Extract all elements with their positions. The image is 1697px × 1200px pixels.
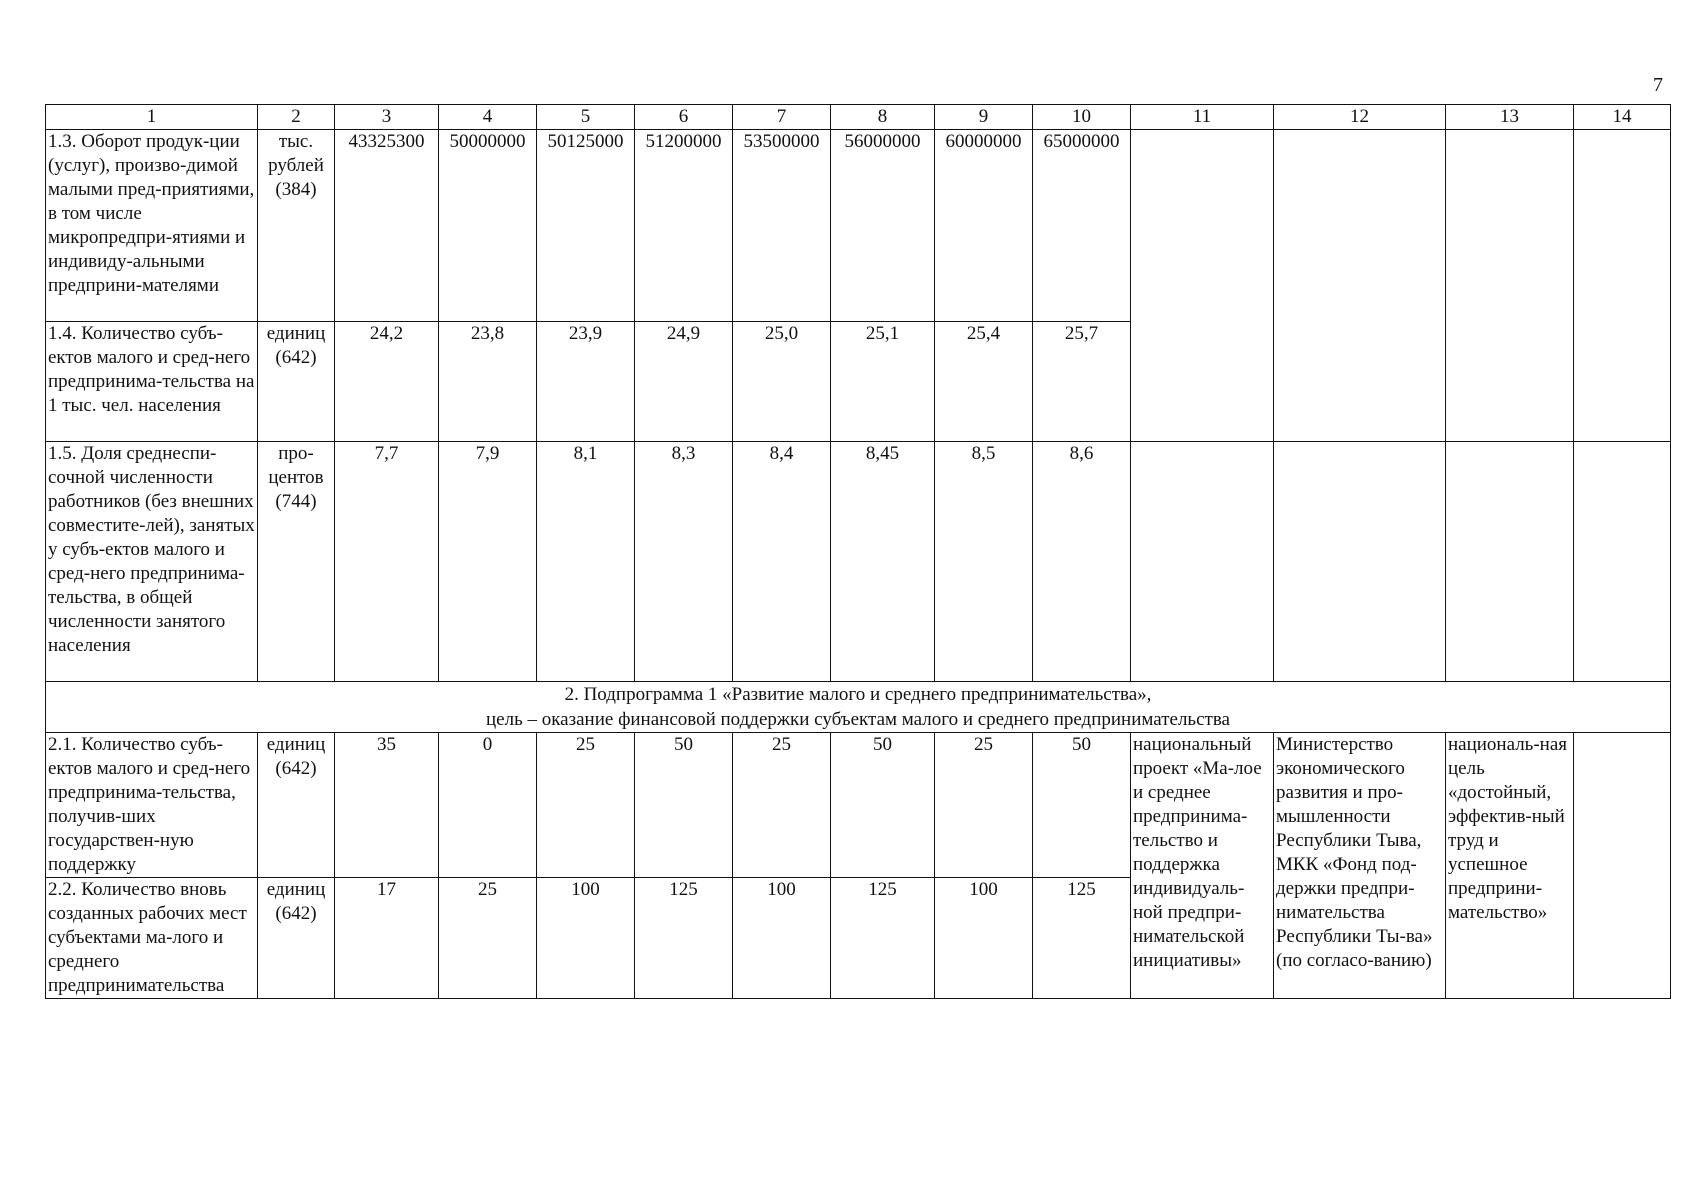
section-heading: [46, 682, 1671, 733]
table-row: [46, 733, 1671, 878]
header-cell: 5: [537, 105, 635, 130]
value-cell: 50: [1033, 733, 1131, 878]
header-cell: 3: [335, 105, 439, 130]
national-goal-cell: националь-ная цель «достойный, эффектив-ный труд и успешное предприни-мательство»: [1446, 733, 1574, 999]
value-cell: 23,8: [439, 322, 537, 442]
value-cell: 8,6: [1033, 442, 1131, 682]
value-cell: 56000000: [831, 130, 935, 322]
header-cell: 9: [935, 105, 1033, 130]
indicator-unit: про-центов (744): [258, 442, 335, 682]
page-number: 7: [1653, 74, 1663, 96]
value-cell: 24,2: [335, 322, 439, 442]
header-cell: 13: [1446, 105, 1574, 130]
indicator-name: 2.2. Количество вновь созданных рабочих мест субъектами ма-лого и среднего предпринимательства: [46, 878, 258, 999]
indicator-name: 1.5. Доля среднеспи-сочной численности работников (без внешних совместите-лей), занятых у субъ-ектов малого и сред-него предпринима-тельства, в общей численности занятого населения: [46, 442, 258, 682]
header-cell: 14: [1574, 105, 1671, 130]
project-cell: национальный проект «Ма-лое и среднее предпринима-тельство и поддержка индивидуаль-ной предпри-нимательской инициативы»: [1131, 733, 1274, 999]
table-row: [46, 442, 1671, 682]
section-heading-line: 2. Подпрограмма 1 «Развитие малого и среднего предпринимательства»,: [564, 684, 1152, 705]
header-cell: 11: [1131, 105, 1274, 130]
value-cell: 65000000: [1033, 130, 1131, 322]
header-cell: 10: [1033, 105, 1131, 130]
empty-cell: [1446, 442, 1574, 682]
value-cell: 125: [1033, 878, 1131, 999]
empty-cell: [1131, 442, 1274, 682]
value-cell: 7,9: [439, 442, 537, 682]
value-cell: 8,1: [537, 442, 635, 682]
indicators-table: [45, 104, 1671, 999]
value-cell: 0: [439, 733, 537, 878]
value-cell: 25,7: [1033, 322, 1131, 442]
value-cell: 50000000: [439, 130, 537, 322]
indicator-name: 2.1. Количество субъ-ектов малого и сред-него предпринима-тельства, получив-ших государствен-ную поддержку: [46, 733, 258, 878]
value-cell: 60000000: [935, 130, 1033, 322]
value-cell: 35: [335, 733, 439, 878]
header-cell: 2: [258, 105, 335, 130]
value-cell: 100: [537, 878, 635, 999]
value-cell: 125: [635, 878, 733, 999]
header-cell: 7: [733, 105, 831, 130]
empty-cell: [1446, 130, 1574, 442]
value-cell: 8,3: [635, 442, 733, 682]
section-heading-line: цель – оказание финансовой поддержки субъектам малого и среднего предпринимательства: [485, 709, 1230, 730]
empty-cell: [1274, 130, 1446, 442]
header-cell: 6: [635, 105, 733, 130]
empty-cell: [1274, 442, 1446, 682]
value-cell: 53500000: [733, 130, 831, 322]
indicator-unit: единиц (642): [258, 878, 335, 999]
value-cell: 7,7: [335, 442, 439, 682]
value-cell: 25: [733, 733, 831, 878]
header-cell: 12: [1274, 105, 1446, 130]
value-cell: 8,5: [935, 442, 1033, 682]
indicator-unit: единиц (642): [258, 322, 335, 442]
value-cell: 50: [635, 733, 733, 878]
value-cell: 8,45: [831, 442, 935, 682]
value-cell: 100: [935, 878, 1033, 999]
value-cell: 100: [733, 878, 831, 999]
indicator-name: 1.4. Количество субъ-ектов малого и сред-него предпринима-тельства на 1 тыс. чел. населения: [46, 322, 258, 442]
value-cell: 8,4: [733, 442, 831, 682]
empty-cell: [1574, 733, 1671, 999]
value-cell: 23,9: [537, 322, 635, 442]
value-cell: 25,0: [733, 322, 831, 442]
value-cell: 24,9: [635, 322, 733, 442]
table-row: [46, 130, 1671, 322]
value-cell: 25,4: [935, 322, 1033, 442]
header-cell: 1: [46, 105, 258, 130]
empty-cell: [1131, 130, 1274, 442]
value-cell: 25: [935, 733, 1033, 878]
value-cell: 25,1: [831, 322, 935, 442]
responsible-cell: Министерство экономического развития и про-мышленности Республики Тыва, МКК «Фонд под-держки предпри-нимательства Республики Ты-ва» (по согласо-ванию): [1274, 733, 1446, 999]
value-cell: 51200000: [635, 130, 733, 322]
header-row: [46, 105, 1671, 130]
indicator-name: 1.3. Оборот продук-ции (услуг), произво-димой малыми пред-приятиями, в том числе микропредпри-ятиями и индивиду-альными предприни-мателями: [46, 130, 258, 322]
value-cell: 125: [831, 878, 935, 999]
indicator-unit: тыс. рублей (384): [258, 130, 335, 322]
empty-cell: [1574, 130, 1671, 442]
empty-cell: [1574, 442, 1671, 682]
value-cell: 43325300: [335, 130, 439, 322]
indicator-unit: единиц (642): [258, 733, 335, 878]
value-cell: 50125000: [537, 130, 635, 322]
header-cell: 8: [831, 105, 935, 130]
value-cell: 17: [335, 878, 439, 999]
header-cell: 4: [439, 105, 537, 130]
value-cell: 50: [831, 733, 935, 878]
value-cell: 25: [439, 878, 537, 999]
value-cell: 25: [537, 733, 635, 878]
section-row: [46, 682, 1671, 733]
